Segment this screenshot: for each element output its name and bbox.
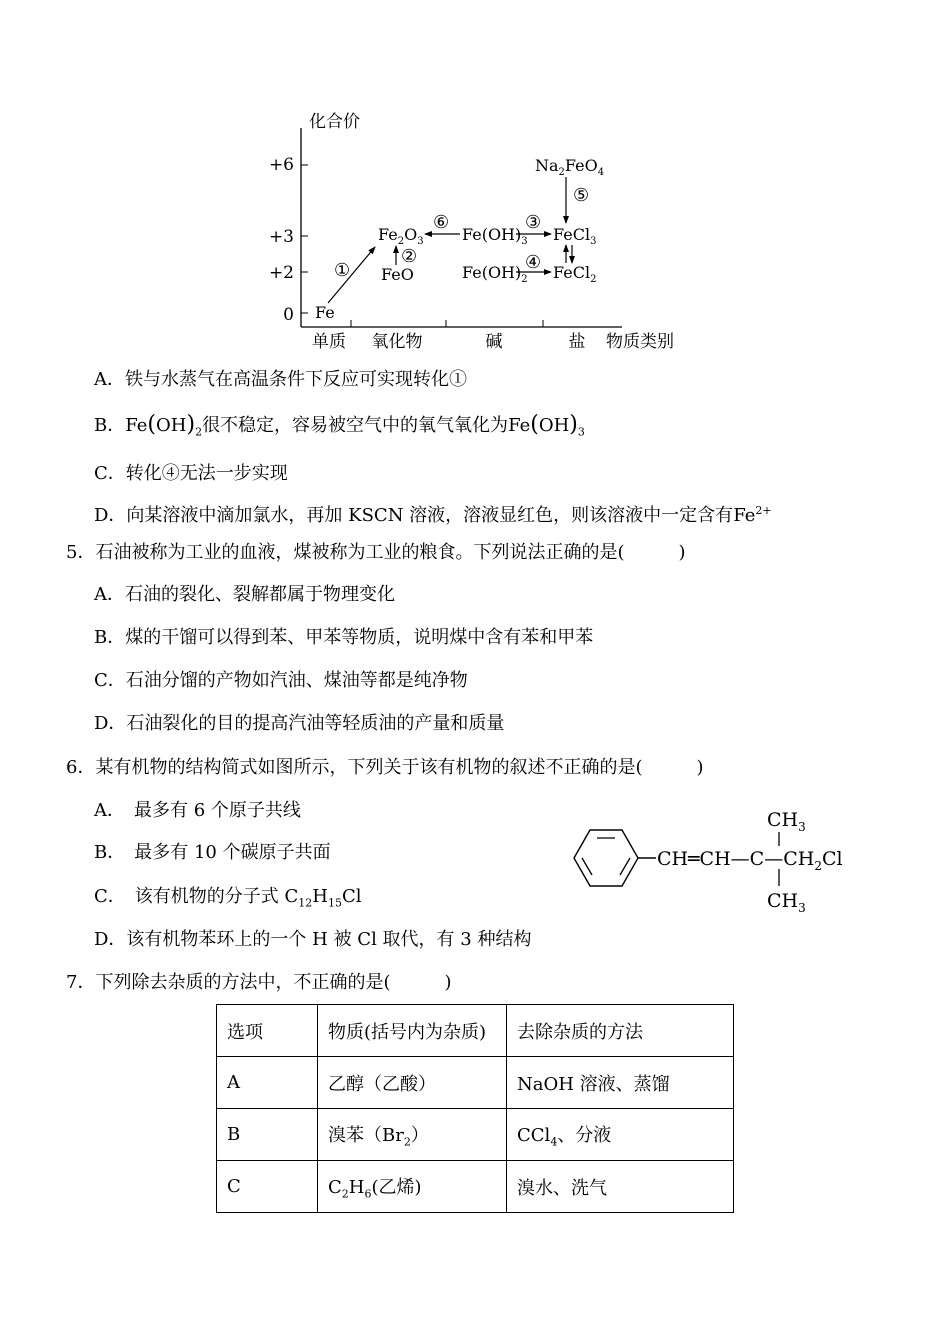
table-cell: 溴苯$(Br_2)$ [318, 1109, 507, 1161]
methyl-bottom: $CH_3$ [767, 890, 806, 915]
y-axis-title: 化合价 [309, 112, 360, 132]
table-cell: 溴水、洗气 [507, 1161, 734, 1213]
q7-table [216, 1004, 734, 1213]
node-feoh3: $Fe(OH)_3$ [462, 225, 528, 247]
step-label: ③ [525, 212, 542, 233]
node-feo: FeO [381, 265, 414, 284]
chain-text: $CH═CH—C—CH_2Cl$ [657, 848, 843, 873]
formula-fe-oh-3: $Fe(OH)_3$ [508, 412, 585, 439]
table-cell: CCl$_4$、分液 [507, 1109, 734, 1161]
q6-option-a: A． 最多有 6 个原子共线 [94, 800, 301, 821]
x-category-label: 单质 [312, 332, 346, 352]
step-label: ① [334, 260, 351, 281]
step-label: ② [401, 246, 418, 267]
node-fecl2: FeCl$_2$ [553, 263, 597, 285]
table-cell: A [217, 1057, 318, 1109]
q6-stem: 6．某有机物的结构简式如图所示，下列关于该有机物的叙述不正确的是( ) [66, 757, 704, 778]
y-tick-label: 0 [283, 305, 294, 325]
q5-stem: 5．石油被称为工业的血液，煤被称为工业的粮食。下列说法正确的是( ) [66, 542, 686, 563]
q4-option-b: B．$Fe(OH)_2$很不稳定，容易被空气中的氧气氧化为$Fe(OH)_3$ [94, 412, 585, 439]
y-tick-label: +6 [268, 155, 294, 175]
methyl-top: $CH_3$ [767, 809, 806, 834]
q5-option-d: D．石油裂化的目的提高汽油等轻质油的产量和质量 [94, 713, 505, 734]
table-row [217, 1057, 734, 1109]
table-row [217, 1109, 734, 1161]
x-category-label: 盐 [568, 332, 586, 352]
table-cell: $C_2H_6$(乙烯) [318, 1161, 507, 1213]
q5-option-b: B．煤的干馏可以得到苯、甲苯等物质，说明煤中含有苯和甲苯 [94, 627, 594, 648]
q6-option-d: D．该有机物苯环上的一个 H 被 Cl 取代，有 3 种结构 [94, 929, 532, 950]
table-header-row [217, 1005, 734, 1057]
q4-option-d: D．向某溶液中滴加氯水，再加 KSCN 溶液，溶液显红色，则该溶液中一定含有$Fe^{2+}$ [94, 504, 772, 526]
step-label: ④ [525, 252, 542, 273]
table-cell: B [217, 1109, 318, 1161]
q6-option-c: C． 该有机物的分子式 $C_{12}H_{15}Cl$ [94, 886, 362, 910]
table-header: 去除杂质的方法 [507, 1005, 734, 1057]
x-axis-title: 物质类别 [606, 332, 674, 352]
node-fe2o3: $Fe_2O_3$ [378, 225, 424, 247]
y-tick-label: +2 [268, 263, 294, 283]
formula-fe-oh-2: $Fe(OH)_2$ [125, 412, 203, 439]
step-label: ⑥ [433, 212, 450, 233]
table-header: 物质(括号内为杂质) [318, 1005, 507, 1057]
table-row [217, 1161, 734, 1213]
q6-option-b: B． 最多有 10 个碳原子共面 [94, 842, 331, 863]
structural-formula [560, 800, 880, 915]
q5-option-a: A．石油的裂化、裂解都属于物理变化 [94, 584, 395, 605]
node-na2feo4: $Na_2FeO_4$ [535, 156, 605, 178]
q7-stem: 7．下列除去杂质的方法中，不正确的是( ) [66, 972, 452, 993]
x-category-label: 碱 [485, 332, 503, 352]
table-cell: 乙醇（乙酸） [318, 1057, 507, 1109]
table-cell: NaOH 溶液、蒸馏 [507, 1057, 734, 1109]
table-header: 选项 [217, 1005, 318, 1057]
step-label: ⑤ [573, 185, 590, 206]
q4-option-a: A．铁与水蒸气在高温条件下反应可实现转化① [94, 369, 467, 390]
q4-option-c: C．转化④无法一步实现 [94, 463, 288, 484]
table-cell: C [217, 1161, 318, 1213]
node-feoh2: $Fe(OH)_2$ [462, 263, 528, 285]
x-category-label: 氧化物 [371, 332, 423, 352]
q5-option-c: C．石油分馏的产物如汽油、煤油等都是纯净物 [94, 670, 468, 691]
iron-valence-diagram [0, 0, 950, 360]
node-fecl3: FeCl$_3$ [553, 225, 597, 247]
y-tick-label: +3 [268, 227, 294, 247]
node-fe: Fe [315, 303, 335, 322]
